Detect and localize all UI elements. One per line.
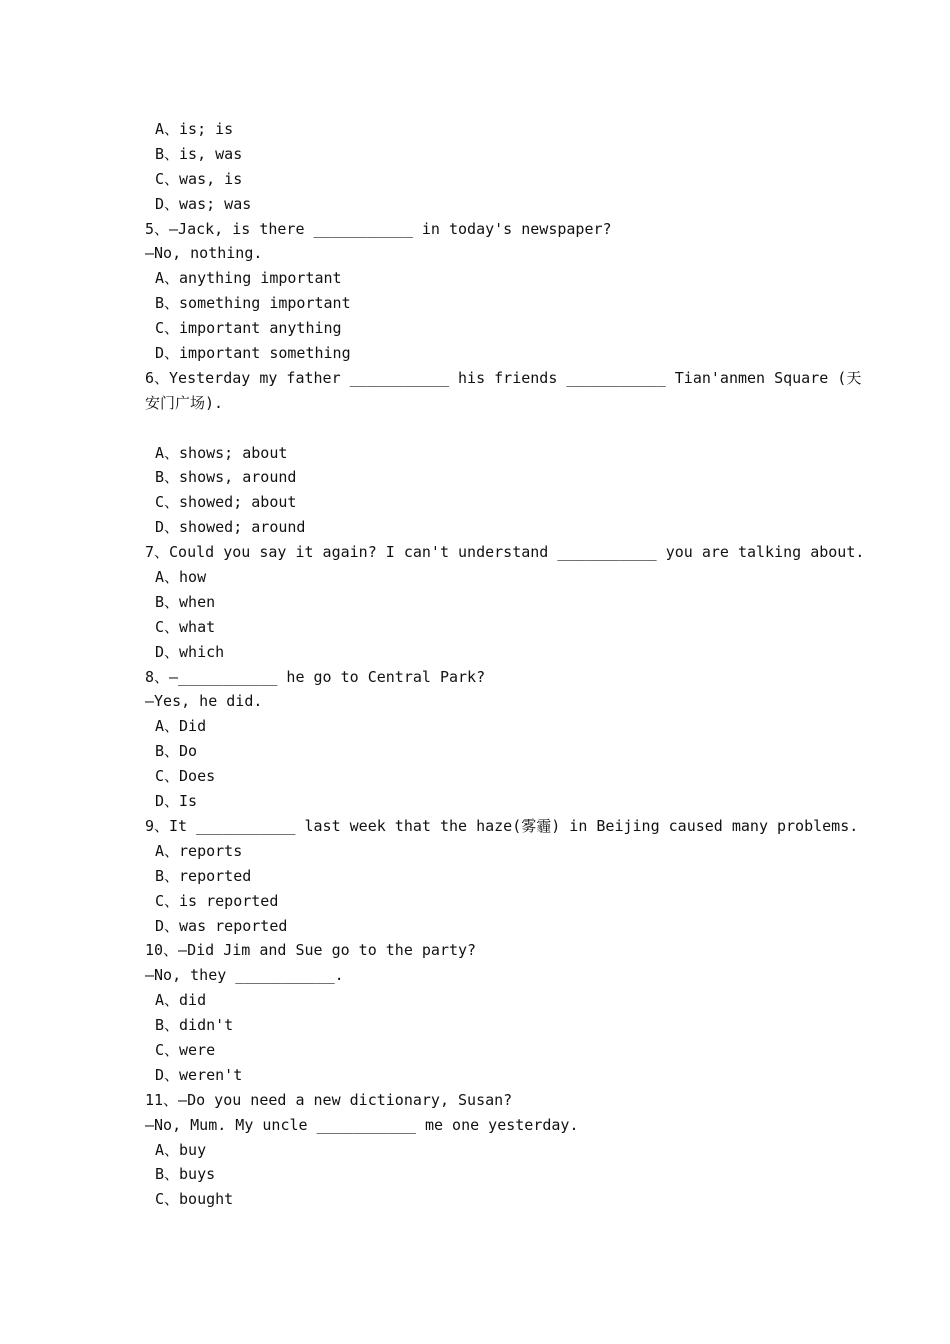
q6-stem-line2: 安门广场). <box>145 393 224 412</box>
q4-option-b: B、is, was <box>155 144 243 163</box>
q10-option-d: D、weren't <box>155 1065 243 1084</box>
q6-option-c: C、showed; about <box>155 493 297 512</box>
q7-option-d: D、which <box>155 642 225 661</box>
q8-option-c: C、Does <box>155 767 216 786</box>
q10-stem: 10、—Did Jim and Sue go to the party? <box>145 941 477 960</box>
q11-option-c: C、bought <box>155 1190 234 1209</box>
q9-option-c: C、is reported <box>155 891 279 910</box>
q5-stem: 5、—Jack, is there ___________ in today's newspaper? <box>145 219 612 238</box>
q11-option-a: A、buy <box>155 1140 207 1159</box>
q9-stem: 9、It ___________ last week that the haze(雾霾) in Beijing caused many problems. <box>145 816 859 835</box>
q10-option-a: A、did <box>155 991 207 1010</box>
q8-stem: 8、—___________ he go to Central Park? <box>145 667 486 686</box>
q6-option-b: B、shows, around <box>155 468 297 487</box>
q5-option-b: B、something important <box>155 294 351 313</box>
q11-stem: 11、—Do you need a new dictionary, Susan? <box>145 1090 513 1109</box>
q7-option-a: A、how <box>155 568 207 587</box>
q11-option-b: B、buys <box>155 1165 216 1184</box>
spacer <box>145 416 825 441</box>
q8-option-d: D、Is <box>155 792 198 811</box>
question-list <box>145 117 865 1212</box>
q11-reply: —No, Mum. My uncle ___________ me one yesterday. <box>145 1115 579 1134</box>
q7-option-b: B、when <box>155 592 216 611</box>
q6-stem-line1: 6、Yesterday my father ___________ his friends ___________ Tian'anmen Square (天 <box>145 368 862 387</box>
q9-option-a: A、reports <box>155 841 243 860</box>
q8-option-a: A、Did <box>155 717 207 736</box>
q5-option-c: C、important anything <box>155 319 342 338</box>
q8-reply: —Yes, he did. <box>145 692 263 711</box>
q9-option-b: B、reported <box>155 866 252 885</box>
q4-option-a: A、is; is <box>155 120 234 138</box>
q4-option-d: D、was; was <box>155 194 252 213</box>
q5-option-a: A、anything important <box>155 269 342 288</box>
q7-stem: 7、Could you say it again? I can't understand ___________ you are talking about. <box>145 543 865 562</box>
q7-option-c: C、what <box>155 617 216 636</box>
q5-reply: —No, nothing. <box>145 244 263 263</box>
q10-option-c: C、were <box>155 1040 216 1059</box>
q6-option-d: D、showed; around <box>155 518 306 537</box>
q6-option-a: A、shows; about <box>155 443 288 462</box>
q5-option-d: D、important something <box>155 344 351 363</box>
q10-option-b: B、didn't <box>155 1016 234 1035</box>
q8-option-b: B、Do <box>155 742 198 761</box>
q4-option-c: C、was, is <box>155 169 243 188</box>
q10-reply: —No, they ___________. <box>145 966 344 985</box>
q9-option-d: D、was reported <box>155 916 288 935</box>
